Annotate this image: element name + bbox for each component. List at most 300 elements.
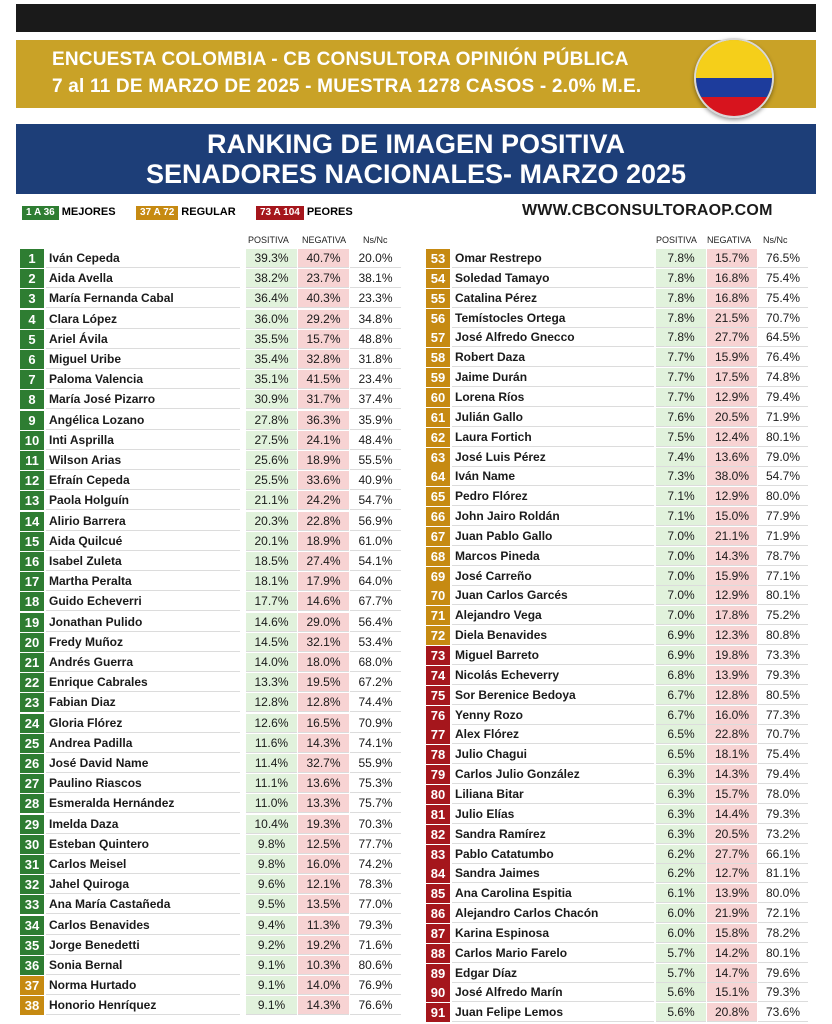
nsnc-value: 80.1% xyxy=(758,428,808,447)
negative-value: 21.1% xyxy=(707,527,757,546)
positive-value: 20.1% xyxy=(246,532,297,551)
negative-value: 12.1% xyxy=(298,875,349,894)
senator-name: Jahel Quiroga xyxy=(46,875,240,894)
nsnc-value: 23.4% xyxy=(350,370,401,389)
ranking-row xyxy=(426,706,810,726)
senator-name: Alex Flórez xyxy=(452,725,654,744)
senator-name: Carlos Mario Farelo xyxy=(452,944,654,963)
nsnc-value: 71.6% xyxy=(350,936,401,955)
nsnc-value: 78.0% xyxy=(758,785,808,804)
negative-value: 29.2% xyxy=(298,310,349,329)
positive-value: 35.5% xyxy=(246,330,297,349)
rank-number: 90 xyxy=(426,983,450,1002)
positive-value: 6.7% xyxy=(656,686,706,705)
negative-value: 15.0% xyxy=(707,507,757,526)
negative-value: 14.7% xyxy=(707,964,757,983)
ranking-row xyxy=(20,754,402,774)
rank-number: 71 xyxy=(426,606,450,625)
ranking-row xyxy=(426,725,810,745)
top-dark-bar xyxy=(16,4,816,32)
rank-number: 86 xyxy=(426,904,450,923)
nsnc-value: 20.0% xyxy=(350,249,401,268)
negative-value: 38.0% xyxy=(707,467,757,486)
negative-value: 12.8% xyxy=(707,686,757,705)
positive-value: 6.9% xyxy=(656,646,706,665)
positive-value: 5.7% xyxy=(656,944,706,963)
senator-name: José Luis Pérez xyxy=(452,448,654,467)
nsnc-value: 72.1% xyxy=(758,904,808,923)
ranking-row xyxy=(426,388,810,408)
ranking-row xyxy=(20,269,402,289)
ranking-row xyxy=(426,487,810,507)
ranking-row xyxy=(20,613,402,633)
ranking-row xyxy=(426,527,810,547)
negative-value: 24.1% xyxy=(298,431,349,450)
positive-value: 35.1% xyxy=(246,370,297,389)
colombia-flag-icon xyxy=(694,38,774,118)
ranking-row xyxy=(20,936,402,956)
positive-value: 7.6% xyxy=(656,408,706,427)
nsnc-value: 70.3% xyxy=(350,815,401,834)
senator-name: Yenny Rozo xyxy=(452,706,654,725)
rank-number: 67 xyxy=(426,527,450,546)
ranking-row xyxy=(20,693,402,713)
ranking-row xyxy=(20,350,402,370)
nsnc-value: 79.3% xyxy=(758,666,808,685)
positive-value: 18.1% xyxy=(246,572,297,591)
negative-value: 27.7% xyxy=(707,845,757,864)
senator-name: Wilson Arias xyxy=(46,451,240,470)
negative-value: 12.3% xyxy=(707,626,757,645)
ranking-row xyxy=(426,825,810,845)
negative-value: 14.3% xyxy=(298,996,349,1015)
nsnc-value: 34.8% xyxy=(350,310,401,329)
nsnc-value: 70.7% xyxy=(758,725,808,744)
positive-value: 11.4% xyxy=(246,754,297,773)
positive-value: 25.5% xyxy=(246,471,297,490)
senator-name: Aida Quilcué xyxy=(46,532,240,551)
senator-name: Clara López xyxy=(46,310,240,329)
positive-value: 9.6% xyxy=(246,875,297,894)
negative-value: 29.0% xyxy=(298,613,349,632)
negative-value: 18.9% xyxy=(298,451,349,470)
senator-name: Miguel Uribe xyxy=(46,350,240,369)
rank-number: 23 xyxy=(20,693,44,712)
right-col-nsnc-header: Ns/Nc xyxy=(763,235,788,245)
negative-value: 40.7% xyxy=(298,249,349,268)
negative-value: 14.3% xyxy=(707,765,757,784)
nsnc-value: 54.7% xyxy=(350,491,401,510)
positive-value: 14.6% xyxy=(246,613,297,632)
ranking-row xyxy=(20,673,402,693)
ranking-row xyxy=(426,944,810,964)
senator-name: Juan Felipe Lemos xyxy=(452,1003,654,1022)
ranking-row xyxy=(20,996,402,1016)
rank-number: 12 xyxy=(20,471,44,490)
negative-value: 12.9% xyxy=(707,388,757,407)
nsnc-value: 77.9% xyxy=(758,507,808,526)
rank-number: 9 xyxy=(20,411,44,430)
ranking-row xyxy=(20,734,402,754)
ranking-row xyxy=(20,471,402,491)
nsnc-value: 61.0% xyxy=(350,532,401,551)
nsnc-value: 74.4% xyxy=(350,693,401,712)
senator-name: Ana María Castañeda xyxy=(46,895,240,914)
ranking-row xyxy=(20,431,402,451)
negative-value: 16.8% xyxy=(707,269,757,288)
negative-value: 12.8% xyxy=(298,693,349,712)
ranking-row xyxy=(426,269,810,289)
nsnc-value: 66.1% xyxy=(758,845,808,864)
senator-name: José Carreño xyxy=(452,567,654,586)
negative-value: 21.9% xyxy=(707,904,757,923)
ranking-row xyxy=(426,567,810,587)
rank-number: 87 xyxy=(426,924,450,943)
ranking-row xyxy=(426,408,810,428)
positive-value: 7.8% xyxy=(656,309,706,328)
nsnc-value: 76.4% xyxy=(758,348,808,367)
senator-name: Iván Name xyxy=(452,467,654,486)
legend-regular-label: REGULAR xyxy=(181,206,236,218)
senator-name: Temístocles Ortega xyxy=(452,309,654,328)
senator-name: Sandra Ramírez xyxy=(452,825,654,844)
senator-name: Omar Restrepo xyxy=(452,249,654,268)
rank-number: 77 xyxy=(426,725,450,744)
senator-name: Robert Daza xyxy=(452,348,654,367)
nsnc-value: 23.3% xyxy=(350,289,401,308)
ranking-row xyxy=(426,884,810,904)
negative-value: 17.8% xyxy=(707,606,757,625)
rank-number: 15 xyxy=(20,532,44,551)
positive-value: 9.4% xyxy=(246,916,297,935)
rank-number: 28 xyxy=(20,794,44,813)
negative-value: 17.5% xyxy=(707,368,757,387)
rank-number: 81 xyxy=(426,805,450,824)
left-col-nsnc-header: Ns/Nc xyxy=(363,235,388,245)
negative-value: 15.9% xyxy=(707,348,757,367)
senator-name: Laura Fortich xyxy=(452,428,654,447)
negative-value: 13.6% xyxy=(707,448,757,467)
negative-value: 27.4% xyxy=(298,552,349,571)
positive-value: 11.1% xyxy=(246,774,297,793)
senator-name: Paulino Riascos xyxy=(46,774,240,793)
senator-name: Pablo Catatumbo xyxy=(452,845,654,864)
rank-number: 62 xyxy=(426,428,450,447)
positive-value: 7.7% xyxy=(656,368,706,387)
negative-value: 22.8% xyxy=(707,725,757,744)
nsnc-value: 37.4% xyxy=(350,390,401,409)
senator-name: Sonia Bernal xyxy=(46,956,240,975)
rank-number: 3 xyxy=(20,289,44,308)
nsnc-value: 76.5% xyxy=(758,249,808,268)
positive-value: 7.0% xyxy=(656,606,706,625)
nsnc-value: 38.1% xyxy=(350,269,401,288)
nsnc-value: 78.3% xyxy=(350,875,401,894)
nsnc-value: 75.4% xyxy=(758,289,808,308)
nsnc-value: 80.0% xyxy=(758,884,808,903)
positive-value: 7.4% xyxy=(656,448,706,467)
rank-number: 16 xyxy=(20,552,44,571)
nsnc-value: 56.4% xyxy=(350,613,401,632)
legend-best-label: MEJORES xyxy=(61,206,116,218)
senator-name: Jaime Durán xyxy=(452,368,654,387)
rank-number: 68 xyxy=(426,547,450,566)
rank-number: 35 xyxy=(20,936,44,955)
rank-number: 24 xyxy=(20,714,44,733)
negative-value: 14.0% xyxy=(298,976,349,995)
positive-value: 25.6% xyxy=(246,451,297,470)
senator-name: María Fernanda Cabal xyxy=(46,289,240,308)
ranking-row xyxy=(426,289,810,309)
positive-value: 6.3% xyxy=(656,825,706,844)
rank-number: 58 xyxy=(426,348,450,367)
rank-number: 59 xyxy=(426,368,450,387)
positive-value: 11.6% xyxy=(246,734,297,753)
rank-number: 14 xyxy=(20,512,44,531)
positive-value: 9.1% xyxy=(246,976,297,995)
nsnc-value: 75.2% xyxy=(758,606,808,625)
negative-value: 14.3% xyxy=(707,547,757,566)
positive-value: 6.9% xyxy=(656,626,706,645)
rank-number: 27 xyxy=(20,774,44,793)
nsnc-value: 79.3% xyxy=(350,916,401,935)
negative-value: 18.0% xyxy=(298,653,349,672)
positive-value: 6.0% xyxy=(656,924,706,943)
positive-value: 36.0% xyxy=(246,310,297,329)
negative-value: 14.6% xyxy=(298,592,349,611)
nsnc-value: 80.6% xyxy=(350,956,401,975)
positive-value: 7.3% xyxy=(656,467,706,486)
nsnc-value: 54.7% xyxy=(758,467,808,486)
positive-value: 27.8% xyxy=(246,411,297,430)
nsnc-value: 79.6% xyxy=(758,964,808,983)
negative-value: 32.8% xyxy=(298,350,349,369)
rank-number: 61 xyxy=(426,408,450,427)
ranking-row xyxy=(426,924,810,944)
legend-best-range: 1 A 36 xyxy=(22,206,59,220)
negative-value: 14.4% xyxy=(707,805,757,824)
negative-value: 13.9% xyxy=(707,666,757,685)
positive-value: 9.2% xyxy=(246,936,297,955)
ranking-row xyxy=(20,310,402,330)
senator-name: Juan Carlos Garcés xyxy=(452,586,654,605)
ranking-row xyxy=(20,249,402,269)
nsnc-value: 78.7% xyxy=(758,547,808,566)
ranking-row xyxy=(20,653,402,673)
ranking-row xyxy=(426,745,810,765)
rank-number: 18 xyxy=(20,592,44,611)
nsnc-value: 77.7% xyxy=(350,835,401,854)
ranking-row xyxy=(20,714,402,734)
ranking-row xyxy=(426,467,810,487)
negative-value: 15.7% xyxy=(707,785,757,804)
rank-number: 11 xyxy=(20,451,44,470)
rank-number: 32 xyxy=(20,875,44,894)
rank-number: 36 xyxy=(20,956,44,975)
nsnc-value: 31.8% xyxy=(350,350,401,369)
ranking-row xyxy=(20,835,402,855)
rank-number: 78 xyxy=(426,745,450,764)
positive-value: 7.0% xyxy=(656,527,706,546)
ranking-title-banner xyxy=(16,124,816,194)
rank-number: 20 xyxy=(20,633,44,652)
negative-value: 32.1% xyxy=(298,633,349,652)
ranking-title-line1: RANKING DE IMAGEN POSITIVA xyxy=(206,129,626,159)
positive-value: 21.1% xyxy=(246,491,297,510)
negative-value: 15.8% xyxy=(707,924,757,943)
positive-value: 6.0% xyxy=(656,904,706,923)
rank-number: 91 xyxy=(426,1003,450,1022)
positive-value: 35.4% xyxy=(246,350,297,369)
legend-regular-range: 37 A 72 xyxy=(136,206,178,220)
nsnc-value: 79.0% xyxy=(758,448,808,467)
ranking-row xyxy=(426,348,810,368)
positive-value: 18.5% xyxy=(246,552,297,571)
rank-number: 1 xyxy=(20,249,44,268)
positive-value: 17.7% xyxy=(246,592,297,611)
senator-name: Jonathan Pulido xyxy=(46,613,240,632)
positive-value: 9.8% xyxy=(246,855,297,874)
ranking-row xyxy=(426,309,810,329)
rank-number: 63 xyxy=(426,448,450,467)
senator-name: Paloma Valencia xyxy=(46,370,240,389)
ranking-row xyxy=(426,646,810,666)
senator-name: Sandra Jaimes xyxy=(452,864,654,883)
positive-value: 7.0% xyxy=(656,586,706,605)
ranking-row xyxy=(20,532,402,552)
negative-value: 19.3% xyxy=(298,815,349,834)
senator-name: Alejandro Carlos Chacón xyxy=(452,904,654,923)
senator-name: Nicolás Echeverry xyxy=(452,666,654,685)
nsnc-value: 76.6% xyxy=(350,996,401,1015)
nsnc-value: 80.1% xyxy=(758,944,808,963)
rank-number: 89 xyxy=(426,964,450,983)
ranking-row xyxy=(20,855,402,875)
senator-name: Isabel Zuleta xyxy=(46,552,240,571)
ranking-row xyxy=(20,552,402,572)
positive-value: 6.5% xyxy=(656,725,706,744)
negative-value: 32.7% xyxy=(298,754,349,773)
legend-worst xyxy=(256,206,353,220)
nsnc-value: 67.7% xyxy=(350,592,401,611)
rank-number: 82 xyxy=(426,825,450,844)
nsnc-value: 40.9% xyxy=(350,471,401,490)
senator-name: Alejandro Vega xyxy=(452,606,654,625)
positive-value: 5.6% xyxy=(656,983,706,1002)
negative-value: 13.5% xyxy=(298,895,349,914)
rank-number: 31 xyxy=(20,855,44,874)
rank-number: 65 xyxy=(426,487,450,506)
ranking-row xyxy=(426,765,810,785)
negative-value: 15.9% xyxy=(707,567,757,586)
ranking-row xyxy=(20,633,402,653)
positive-value: 14.5% xyxy=(246,633,297,652)
nsnc-value: 64.0% xyxy=(350,572,401,591)
ranking-row xyxy=(426,1003,810,1023)
nsnc-value: 68.0% xyxy=(350,653,401,672)
senator-name: Norma Hurtado xyxy=(46,976,240,995)
rank-number: 56 xyxy=(426,309,450,328)
ranking-row xyxy=(426,964,810,984)
ranking-row xyxy=(20,815,402,835)
senator-name: Julián Gallo xyxy=(452,408,654,427)
senator-name: Jorge Benedetti xyxy=(46,936,240,955)
nsnc-value: 35.9% xyxy=(350,411,401,430)
senator-name: Edgar Díaz xyxy=(452,964,654,983)
senator-name: Gloria Flórez xyxy=(46,714,240,733)
nsnc-value: 48.8% xyxy=(350,330,401,349)
positive-value: 6.3% xyxy=(656,765,706,784)
rank-number: 84 xyxy=(426,864,450,883)
ranking-row xyxy=(20,956,402,976)
website-url: WWW.CBCONSULTORAOP.COM xyxy=(522,202,773,219)
positive-value: 7.1% xyxy=(656,507,706,526)
ranking-row xyxy=(20,916,402,936)
positive-value: 20.3% xyxy=(246,512,297,531)
ranking-row xyxy=(426,507,810,527)
legend-regular xyxy=(136,206,236,220)
ranking-row xyxy=(426,626,810,646)
positive-value: 5.7% xyxy=(656,964,706,983)
rank-number: 5 xyxy=(20,330,44,349)
negative-value: 12.9% xyxy=(707,487,757,506)
nsnc-value: 77.0% xyxy=(350,895,401,914)
negative-value: 10.3% xyxy=(298,956,349,975)
nsnc-value: 79.3% xyxy=(758,805,808,824)
ranking-row xyxy=(426,368,810,388)
negative-value: 21.5% xyxy=(707,309,757,328)
negative-value: 12.4% xyxy=(707,428,757,447)
ranking-row xyxy=(426,666,810,686)
rank-number: 66 xyxy=(426,507,450,526)
rank-number: 29 xyxy=(20,815,44,834)
rank-number: 10 xyxy=(20,431,44,450)
ranking-row xyxy=(20,370,402,390)
ranking-row xyxy=(426,547,810,567)
senator-name: Lorena Ríos xyxy=(452,388,654,407)
senator-name: Esmeralda Hernández xyxy=(46,794,240,813)
negative-value: 14.2% xyxy=(707,944,757,963)
rank-number: 79 xyxy=(426,765,450,784)
rank-number: 60 xyxy=(426,388,450,407)
rank-number: 7 xyxy=(20,370,44,389)
senator-name: Efraín Cepeda xyxy=(46,471,240,490)
senator-name: Miguel Barreto xyxy=(452,646,654,665)
survey-header-line2: 7 al 11 DE MARZO DE 2025 - MUESTRA 1278 CASOS - 2.0% M.E. xyxy=(52,76,642,97)
senator-name: Julio Elías xyxy=(452,805,654,824)
positive-value: 6.3% xyxy=(656,785,706,804)
rank-number: 4 xyxy=(20,310,44,329)
senator-name: Imelda Daza xyxy=(46,815,240,834)
ranking-row xyxy=(426,805,810,825)
ranking-row xyxy=(20,491,402,511)
negative-value: 22.8% xyxy=(298,512,349,531)
rank-number: 33 xyxy=(20,895,44,914)
negative-value: 15.1% xyxy=(707,983,757,1002)
rank-number: 83 xyxy=(426,845,450,864)
rank-number: 57 xyxy=(426,328,450,347)
senator-name: Fredy Muñoz xyxy=(46,633,240,652)
ranking-row xyxy=(20,592,402,612)
positive-value: 6.3% xyxy=(656,805,706,824)
rank-number: 17 xyxy=(20,572,44,591)
positive-value: 9.1% xyxy=(246,956,297,975)
negative-value: 19.2% xyxy=(298,936,349,955)
positive-value: 6.5% xyxy=(656,745,706,764)
senator-name: Soledad Tamayo xyxy=(452,269,654,288)
negative-value: 16.5% xyxy=(298,714,349,733)
ranking-title-line2: SENADORES NACIONALES- MARZO 2025 xyxy=(145,159,687,189)
